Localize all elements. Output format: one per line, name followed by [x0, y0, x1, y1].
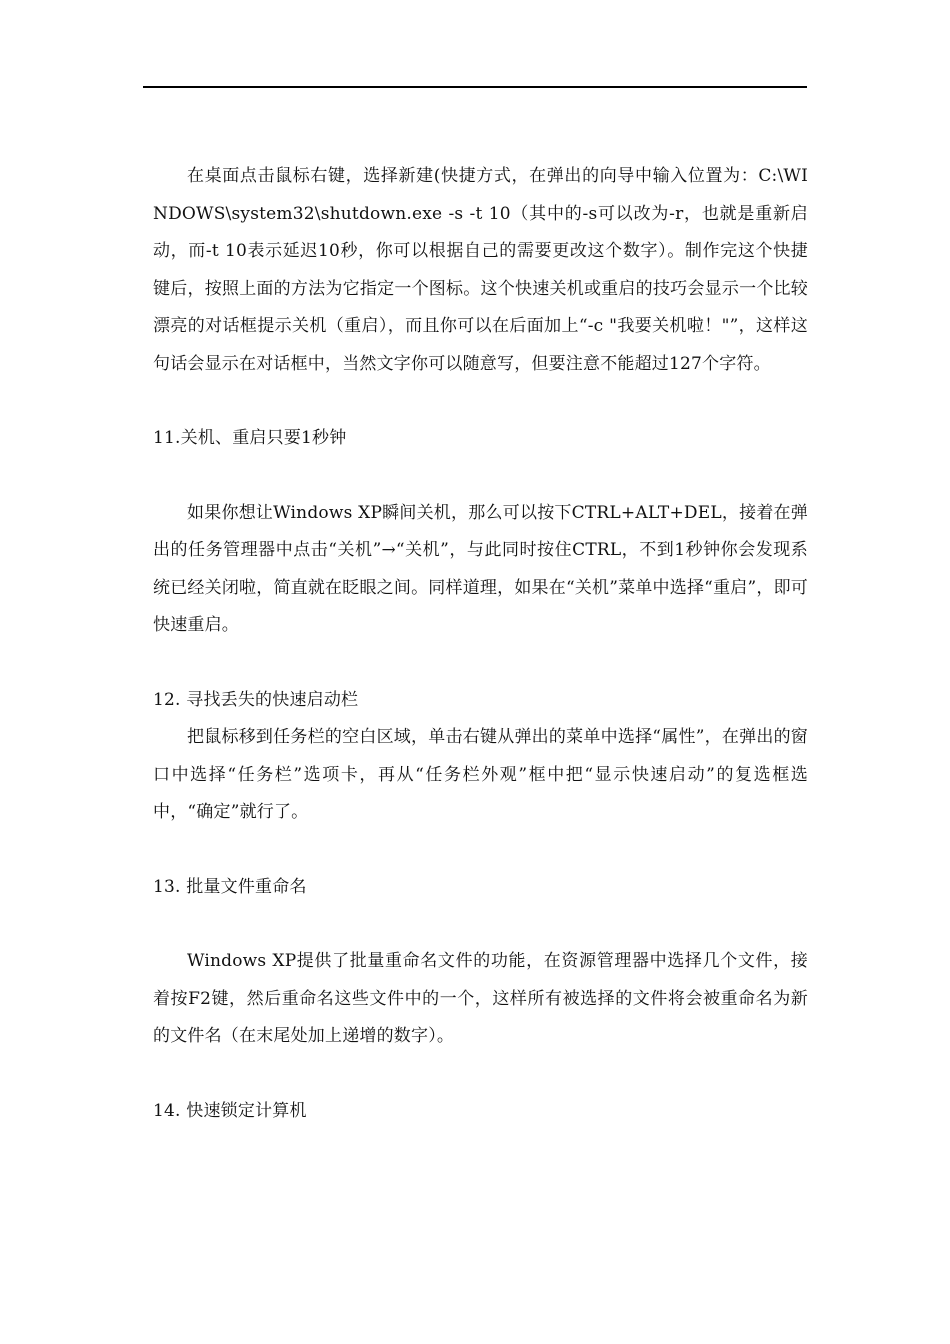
document-body [153, 158, 808, 1130]
paragraph-batch-rename: Windows XP提供了批量重命名文件的功能，在资源管理器中选择几个文件，接着按F2键，然后重命名这些文件中的一个，这样所有被选择的文件将会被重命名为新的文件名（在末尾处加上递增的数字）。 [153, 951, 808, 1046]
heading-section-11: 11.关机、重启只要1秒钟 [153, 428, 347, 448]
heading-section-14: 14. 快速锁定计算机 [153, 1100, 307, 1121]
paragraph-instant-shutdown: 如果你想让Windows XP瞬间关机，那么可以按下CTRL+ALT+DEL，接着在弹出的任务管理器中点击“关机”→“关机”，与此同时按住CTRL，不到1秒钟你会发现系统已经关闭啦，简直就在眨眼之间。同样道理，如果在“关机”菜单中选择“重启”，即可快速重启。 [153, 502, 808, 635]
paragraph-quick-launch: 把鼠标移到任务栏的空白区域，单击右键从弹出的菜单中选择“属性”，在弹出的窗口中选择“任务栏”选项卡，再从“任务栏外观”框中把“显示快速启动”的复选框选中，“确定”就行了。 [153, 727, 808, 822]
paragraph-shutdown-shortcut: 在桌面点击鼠标右键，选择新建(快捷方式，在弹出的向导中输入位置为：C:\WINDOWS\system32\shutdown.exe -s -t 10（其中的-s可以改为-r，也就是重新启动，而-t 10表示延迟10秒，你可以根据自己的需要更改这个数字）。制作完这个快捷键后，按照上面的方法为它指定一个图标。这个快速关机或重启的技巧会显示一个比较漂亮的对话框提示关机（重启），而且你可以在后面加上“-c "我要关机啦！"”，这样这句话会显示在对话框中，当然文字你可以随意写，但要注意不能超过127个字符。 [153, 166, 808, 374]
header-rule [143, 86, 807, 88]
heading-section-12: 12. 寻找丢失的快速启动栏 [153, 689, 359, 710]
heading-section-13: 13. 批量文件重命名 [153, 876, 307, 897]
